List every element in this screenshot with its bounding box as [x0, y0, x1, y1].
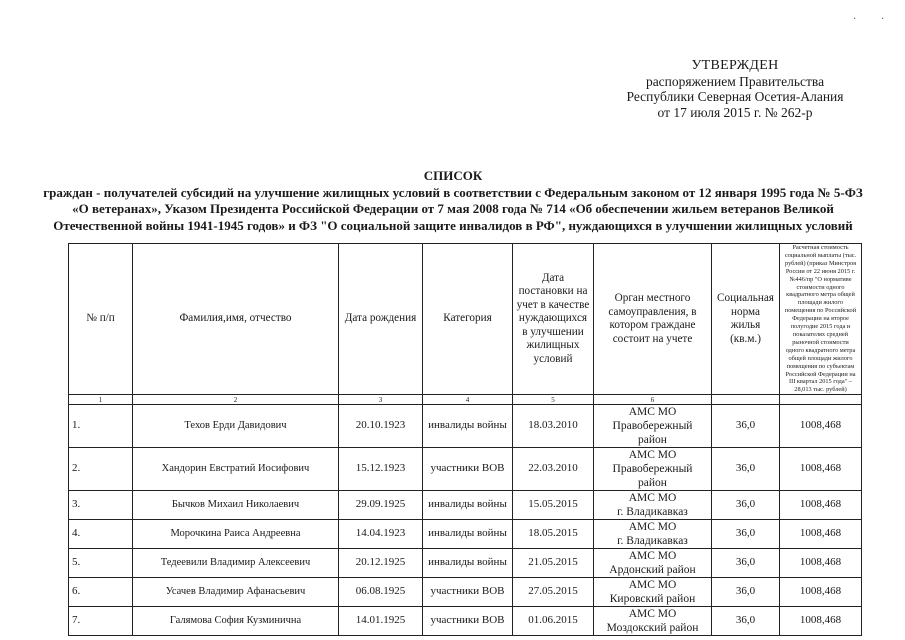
col-number: 4 — [423, 395, 513, 405]
row-number: 7. — [69, 607, 133, 636]
social-norm: 36,0 — [712, 549, 780, 578]
category: участники ВОВ — [423, 448, 513, 491]
local-authority — [594, 448, 712, 491]
header-category: Категория — [423, 244, 513, 395]
table-body — [69, 405, 862, 636]
authority-district: Ардонский район — [609, 564, 696, 577]
local-authority — [594, 549, 712, 578]
recipients-table — [68, 243, 862, 636]
full-name: Усачев Владимир Афанасьевич — [133, 578, 339, 607]
birth-date: 06.08.1925 — [339, 578, 423, 607]
header-registration-date: Дата постановки на учет в качестве нуждающихся в улучшении жилищных условий — [513, 244, 594, 395]
header-estimated-cost: Расчетная стоимость социальной выплаты (тыс. рублей) (приказ Минстроя России от 22 июня 2015 г. №446/пр "О нормативе стоимости одного квадратного метра общей площади жилого помещения по Российской Федерации на второе полугодие 2015 года и показателях средней рыночной стоимости одного квадратного метра общей площади жилого помещения по субъектам Российской Федерации на III квартал 2015 года" – 28,013 тыс. рублей) — [780, 244, 862, 395]
title-line-3: Отечественной войны 1941-1945 годов» и ФЗ "О социальной защите инвалидов в РФ", нуждающихся в улучшении жилищных условий — [53, 217, 853, 233]
full-name: Тедеевили Владимир Алексеевич — [133, 549, 339, 578]
authority-district: г. Владикавказ — [617, 506, 688, 519]
col-number: 3 — [339, 395, 423, 405]
header-name: Фамилия,имя, отчество — [133, 244, 339, 395]
row-number: 4. — [69, 520, 133, 549]
birth-date: 29.09.1925 — [339, 491, 423, 520]
scan-speck: · — [881, 14, 885, 25]
full-name: Морочкина Раиса Андреевна — [133, 520, 339, 549]
birth-date: 20.12.1925 — [339, 549, 423, 578]
row-number: 6. — [69, 578, 133, 607]
column-number-row — [69, 395, 862, 405]
full-name: Бычков Михаил Николаевич — [133, 491, 339, 520]
local-authority — [594, 607, 712, 636]
col-number: 6 — [594, 395, 712, 405]
authority-name: АМС МО — [628, 406, 677, 419]
title-word: СПИСОК — [423, 168, 483, 183]
full-name: Галямова София Кузминична — [133, 607, 339, 636]
category: участники ВОВ — [423, 578, 513, 607]
category: инвалиды войны — [423, 491, 513, 520]
category: инвалиды войны — [423, 405, 513, 448]
title-line-2: «О ветеранах», Указом Президента Российской Федерации от 7 мая 2008 года № 714 «Об обеспечении жильем ветеранов Великой — [72, 201, 834, 216]
row-number: 5. — [69, 549, 133, 578]
authority-name: АМС МО — [628, 492, 677, 505]
approval-stamp — [600, 58, 870, 120]
registration-date: 01.06.2015 — [513, 607, 594, 636]
estimated-cost: 1008,468 — [780, 520, 862, 549]
category: инвалиды войны — [423, 520, 513, 549]
registration-date: 27.05.2015 — [513, 578, 594, 607]
authority-district: Кировский район — [609, 593, 696, 606]
table-row — [69, 448, 862, 491]
birth-date: 20.10.1923 — [339, 405, 423, 448]
table-row — [69, 549, 862, 578]
col-number: 5 — [513, 395, 594, 405]
estimated-cost: 1008,468 — [780, 448, 862, 491]
birth-date: 15.12.1923 — [339, 448, 423, 491]
social-norm: 36,0 — [712, 578, 780, 607]
registration-date: 18.05.2015 — [513, 520, 594, 549]
local-authority — [594, 520, 712, 549]
authority-name: АМС МО — [628, 521, 677, 534]
document-title — [20, 168, 886, 234]
table-row — [69, 405, 862, 448]
title-line-1: граждан - получателей субсидий на улучшение жилищных условий в соответствии с Федеральным законом от 12 января 1995 года № 5-ФЗ — [43, 184, 863, 200]
header-dob: Дата рождения — [339, 244, 423, 395]
table-header-row — [69, 244, 862, 395]
authority-name: АМС МО — [628, 579, 677, 592]
social-norm: 36,0 — [712, 520, 780, 549]
social-norm: 36,0 — [712, 607, 780, 636]
authority-district: Правобережный район — [612, 463, 693, 490]
estimated-cost: 1008,468 — [780, 578, 862, 607]
col-number — [712, 395, 780, 405]
local-authority — [594, 405, 712, 448]
registration-date: 15.05.2015 — [513, 491, 594, 520]
header-local-authority: Орган местного самоуправления, в котором граждане состоит на учете — [594, 244, 712, 395]
local-authority — [594, 578, 712, 607]
full-name: Техов Ерди Давидович — [133, 405, 339, 448]
estimated-cost: 1008,468 — [780, 491, 862, 520]
authority-name: АМС МО — [628, 550, 677, 563]
approval-heading: УТВЕРЖДЕН — [691, 58, 779, 73]
row-number: 2. — [69, 448, 133, 491]
social-norm: 36,0 — [712, 491, 780, 520]
table-row — [69, 520, 862, 549]
social-norm: 36,0 — [712, 405, 780, 448]
header-num: № п/п — [69, 244, 133, 395]
table-row — [69, 607, 862, 636]
estimated-cost: 1008,468 — [780, 405, 862, 448]
authority-name: АМС МО — [628, 449, 677, 462]
social-norm: 36,0 — [712, 448, 780, 491]
authority-district: г. Владикавказ — [617, 535, 688, 548]
registration-date: 18.03.2010 — [513, 405, 594, 448]
registration-date: 21.05.2015 — [513, 549, 594, 578]
header-social-norm: Социальная норма жилья (кв.м.) — [712, 244, 780, 395]
approval-line-1: распоряжением Правительства — [645, 73, 825, 89]
local-authority — [594, 491, 712, 520]
col-number: 2 — [133, 395, 339, 405]
registration-date: 22.03.2010 — [513, 448, 594, 491]
authority-name: АМС МО — [628, 608, 677, 621]
estimated-cost: 1008,468 — [780, 607, 862, 636]
row-number: 1. — [69, 405, 133, 448]
birth-date: 14.04.1923 — [339, 520, 423, 549]
col-number — [780, 395, 862, 405]
approval-line-3: от 17 июля 2015 г. № 262-р — [657, 104, 813, 120]
scan-speck: · — [853, 14, 857, 25]
authority-district: Моздокский район — [606, 622, 699, 635]
full-name: Хандорин Евстратий Иосифович — [133, 448, 339, 491]
approval-line-2: Республики Северная Осетия-Алания — [626, 89, 844, 104]
birth-date: 14.01.1925 — [339, 607, 423, 636]
category: инвалиды войны — [423, 549, 513, 578]
estimated-cost: 1008,468 — [780, 549, 862, 578]
row-number: 3. — [69, 491, 133, 520]
authority-district: Правобережный район — [612, 420, 693, 447]
category: участники ВОВ — [423, 607, 513, 636]
col-number: 1 — [69, 395, 133, 405]
table-row — [69, 491, 862, 520]
table-row — [69, 578, 862, 607]
